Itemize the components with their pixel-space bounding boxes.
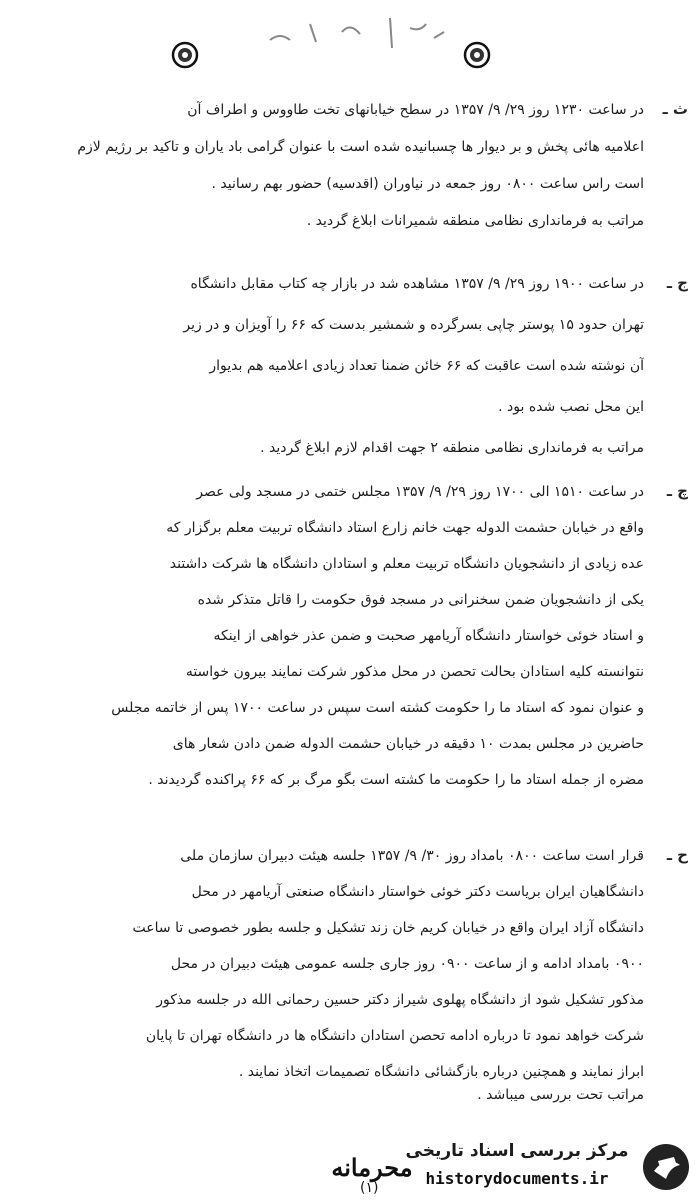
section-line: حاضرین در مجلس بمدت ۱۰ دقیقه در خیابان حشمت الدوله ضمن دادن شعار های [172,736,644,752]
section-line: اعلامیه هائی پخش و بر دیوار ها چسبانیده شده است با عنوان گرامی باد یاران و تاکید بر رژیم لازم [77,139,644,155]
section-line: عده زیادی از دانشجویان دانشگاه تربیت معلم و استادان دانشگاه ها شرکت داشتند [169,556,644,572]
section-marker: ج ـ [666,274,688,292]
archive-logo-icon [640,1141,692,1193]
section-line: واقع در خیابان حشمت الدوله جهت خانم زارع استاد دانشگاه تربیت معلم برگزار که [166,520,644,536]
section-line: نتوانسته کلیه استادان بحالت تحصن در محل مذکور شرکت نمایند بیرون خواسته [185,664,644,680]
section-line: این محل نصب شده بود . [498,399,644,415]
section-line: مراتب به فرمانداری نظامی منطقه شمیرانات ابلاغ گردید . [306,213,644,229]
section-line: مذکور تشکیل شود از دانشگاه پهلوی شیراز دکتر حسین رحمانی الله در جلسه مذکور [156,992,644,1008]
section-line: آن نوشته شده است عاقبت که ۶۶ خائن ضمنا تعداد زیادی اعلامیه هم بدیوار [209,358,644,374]
section-jim [54,274,688,458]
watermark-title: مرکز بررسی اسناد تاریخی [405,1141,629,1161]
confidential-signature: محرمانه [331,1153,413,1182]
section-marker: ث ـ [662,100,688,118]
section-line: دانشگاهیان ایران بریاست دکتر خوئی خواستار دانشگاه صنعتی آریامهر در محل [191,884,644,900]
section-che [54,482,688,790]
section-tha [54,100,688,231]
section-line: مضره از جمله استاد ما را حکومت ما کشته است بگو مرگ بر که ۶۶ پراکنده گردیدند . [148,772,644,788]
section-he [54,846,688,1105]
section-line: در ساعت ۱۵۱۰ الی ۱۷۰۰ روز ۲۹/ ۹/ ۱۳۵۷ مجلس ختمی در مسجد ولی عصر [196,484,644,500]
circular-stamp-icon [462,40,492,70]
section-line: قرار است ساعت ۰۸۰۰ بامداد روز ۳۰/ ۹/ ۱۳۵۷ جلسه هیئت دبیران سازمان ملی [180,848,644,864]
section-line: است راس ساعت ۰۸۰۰ روز جمعه در نیاوران (اقدسیه) حضور بهم رسانید . [211,176,644,192]
circular-stamp-icon [170,40,200,70]
archive-watermark[interactable] [402,1135,692,1197]
section-line: و عنوان نمود که استاد ما را حکومت کشته است سپس در ساعت ۱۷۰۰ پس از خاتمه مجلس [111,700,644,716]
section-line: ۰۹۰۰ بامداد ادامه و از ساعت ۰۹۰۰ روز جاری جلسه عمومی هیئت دبیران در محل [170,956,644,972]
watermark-url[interactable]: historydocuments.ir [425,1169,609,1188]
section-line: شرکت خواهد نمود تا درباره ادامه تحصن استادان دانشگاه ها در دانشگاه تهران تا پایان [145,1028,644,1044]
section-marker: ح ـ [666,846,688,864]
section-line: در ساعت ۱۲۳۰ روز ۲۹/ ۹/ ۱۳۵۷ در سطح خیابانهای تخت طاووس و اطراف آن [187,102,644,118]
section-line: مراتب به فرمانداری نظامی منطقه ۲ جهت اقدام لازم ابلاغ گردید . [260,440,644,456]
section-line: در ساعت ۱۹۰۰ روز ۲۹/ ۹/ ۱۳۵۷ مشاهده شد در بازار چه کتاب مقابل دانشگاه [190,276,644,292]
section-line: تهران حدود ۱۵ پوستر چاپی بسرگرده و شمشیر بدست که ۶۶ را آویزان و در زیر [183,317,644,333]
section-line: و استاد خوئی خواستار دانشگاه آریامهر صحبت و ضمن عذر خواهی از اینکه [213,628,644,644]
page-number: (۱) [360,1180,379,1196]
section-line: دانشگاه آزاد ایران واقع در خیابان کریم خان زند تشکیل و جلسه بطور خصوصی تا ساعت [132,920,644,936]
section-marker: چ ـ [666,482,688,500]
section-line: یکی از دانشجویان ضمن سخنرانی در مسجد فوق حکومت را قاتل متذکر شده [197,592,644,608]
header-smudge-icon [250,10,460,58]
section-line: مراتب تحت بررسی میباشد . [477,1087,644,1103]
section-line: ابراز نمایند و همچنین درباره بازگشائی دانشگاه تصمیمات اتخاذ نمایند . [238,1064,644,1080]
